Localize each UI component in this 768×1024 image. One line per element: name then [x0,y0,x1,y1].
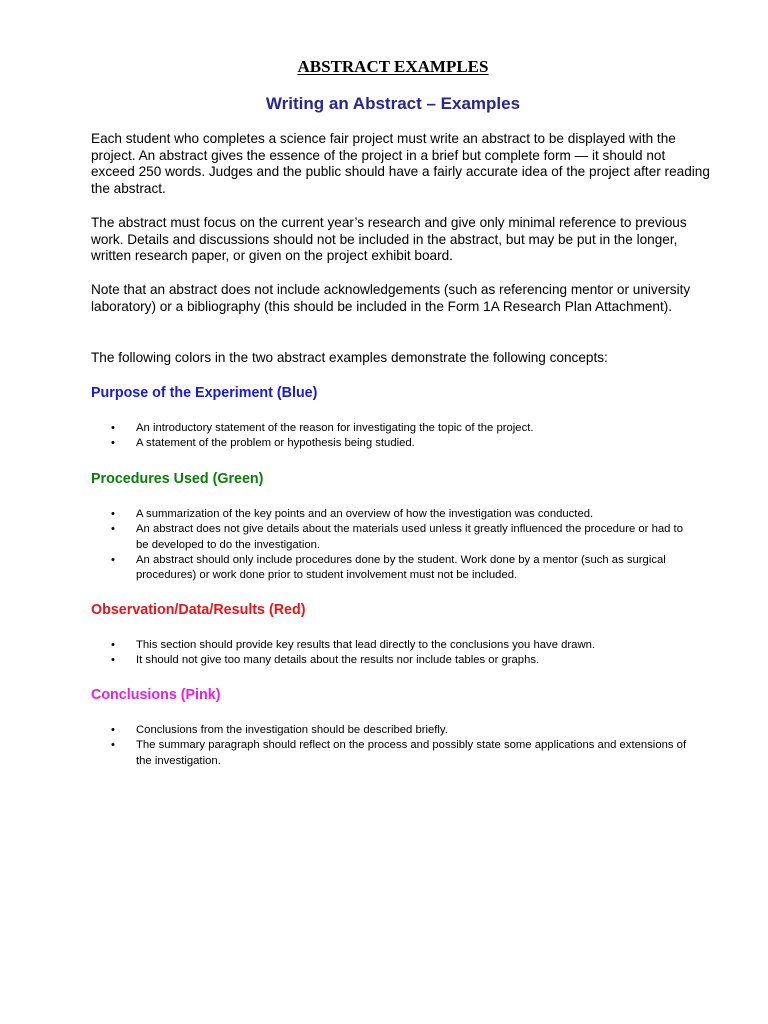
colors-paragraph: The following colors in the two abstract examples demonstrate the following concepts: [91,350,608,365]
list-item-text: The summary paragraph should reflect on the process and possibly state some applications and extensions of the investigation. [136,739,687,767]
section-heading-conclusions: Conclusions (Pink) [91,687,221,703]
bullet-list-procedures [91,507,691,583]
page-subtitle: Writing an Abstract – Examples [265,94,521,113]
section-heading-procedures: Procedures Used (Green) [91,471,264,487]
bullet-icon: • [111,422,115,434]
bullet-icon: • [111,523,115,536]
list-item [91,436,691,451]
focus-paragraph: The abstract must focus on the current year’s research and give only minimal reference to previous work. Details and discussions should not be included in the abstract, but may be put in the longer, written research paper, or given on the project exhibit board. [91,215,687,264]
list-item-text: An abstract should only include procedures done by the student. Work done by a mentor (such as surgical procedures) or work done prior to student involvement must not be included. [136,553,666,582]
list-item-text: An abstract does not give details about the materials used unless it greatly influenced the procedure or had to be developed to do the investigation. [136,523,683,551]
list-item-text: This section should provide key results that lead directly to the conclusions you have drawn. [136,639,596,651]
list-item [91,507,691,522]
intro-paragraph: Each student who completes a science fair project must write an abstract to be displayed with the project. An abstract gives the essence of the project in a brief but complete form — it should not exceed 250 words. Judges and the public should have a fairly accurate idea of the project after reading the abstract. [91,131,710,197]
list-item [91,738,691,769]
list-item [91,723,691,738]
bullet-list-observation [91,638,691,669]
section-heading-observation: Observation/Data/Results (Red) [91,602,306,618]
bullet-list-purpose [91,421,691,452]
bullet-icon: • [111,437,115,450]
list-item [91,638,691,653]
section-heading-purpose: Purpose of the Experiment (Blue) [91,385,318,401]
list-item [91,553,691,584]
bullet-icon: • [111,639,115,651]
list-item [91,522,691,553]
list-item-text: A statement of the problem or hypothesis being studied. [136,437,415,450]
list-item-text: It should not give too many details about the results nor include tables or graphs. [136,654,540,667]
note-paragraph: Note that an abstract does not include acknowledgements (such as referencing mentor or university laboratory) or a bibliography (this should be included in the Form 1A Research Plan Attachment). [91,282,691,314]
list-item [91,653,691,668]
bullet-icon: • [111,654,115,667]
bullet-icon: • [111,739,115,752]
bullet-icon: • [111,724,115,736]
bullet-list-conclusions [91,723,691,769]
bullet-icon: • [111,553,115,566]
list-item-text: Conclusions from the investigation should be described briefly. [136,724,448,736]
list-item [91,421,691,436]
bullet-icon: • [111,508,115,520]
list-item-text: An introductory statement of the reason for investigating the topic of the project. [136,422,534,434]
list-item-text: A summarization of the key points and an overview of how the investigation was conducted. [136,508,594,520]
page-title: ABSTRACT EXAMPLES [297,57,489,76]
